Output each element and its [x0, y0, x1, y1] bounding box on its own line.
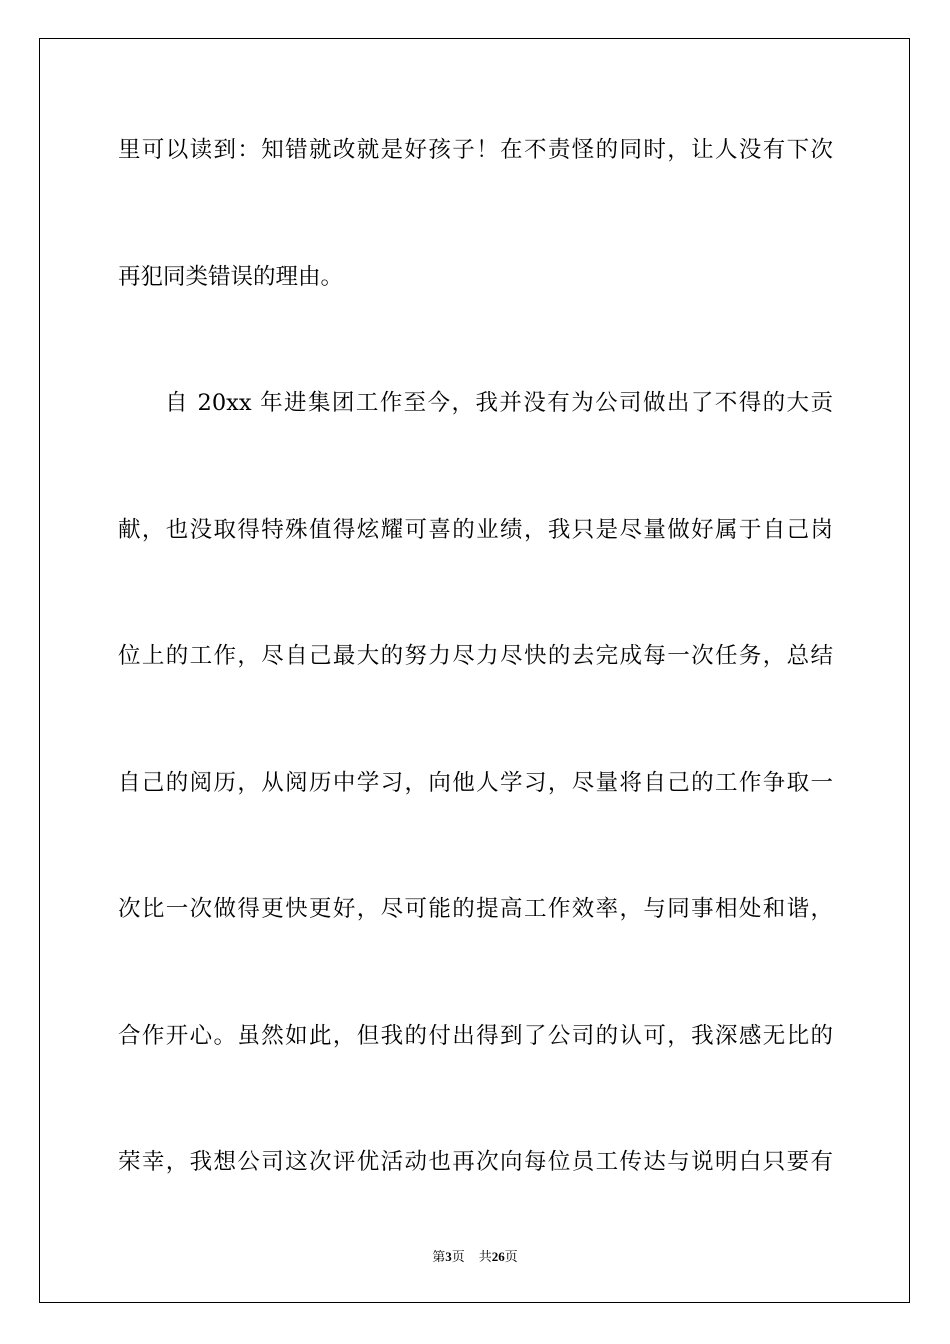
- page-suffix: 页: [451, 1250, 465, 1265]
- total-pages: 26: [491, 1249, 505, 1264]
- text-line: 次比一次做得更快更好，尽可能的提高工作效率，与同事相处和谐，: [118, 896, 833, 922]
- total-suffix: 页: [504, 1250, 518, 1265]
- text-line: 献，也没取得特殊值得炫耀可喜的业绩，我只是尽量做好属于自己岗: [118, 516, 833, 543]
- total-prefix: 共: [478, 1250, 492, 1265]
- page-prefix: 第: [432, 1250, 446, 1265]
- text-line: 自己的阅历，从阅历中学习，向他人学习，尽量将自己的工作争取一: [118, 769, 833, 796]
- text-line: 合作开心。虽然如此，但我的付出得到了公司的认可，我深感无比的: [118, 1022, 833, 1049]
- text-line: 荣幸，我想公司这次评优活动也再次向每位员工传达与说明白只要有: [118, 1149, 833, 1175]
- text-line: 自 20xx 年进集团工作至今，我并没有为公司做出了不得的大贡: [165, 390, 833, 416]
- text-line: 再犯同类错误的理由。: [118, 263, 344, 290]
- page-number: 3: [445, 1249, 452, 1264]
- body-text: [118, 132, 833, 1271]
- text-line: 位上的工作，尽自己最大的努力尽力尽快的去完成每一次任务，总结: [118, 643, 833, 669]
- text-line: 里可以读到：知错就改就是好孩子！在不责怪的同时，让人没有下次: [118, 137, 833, 163]
- page-footer: [0, 1247, 950, 1268]
